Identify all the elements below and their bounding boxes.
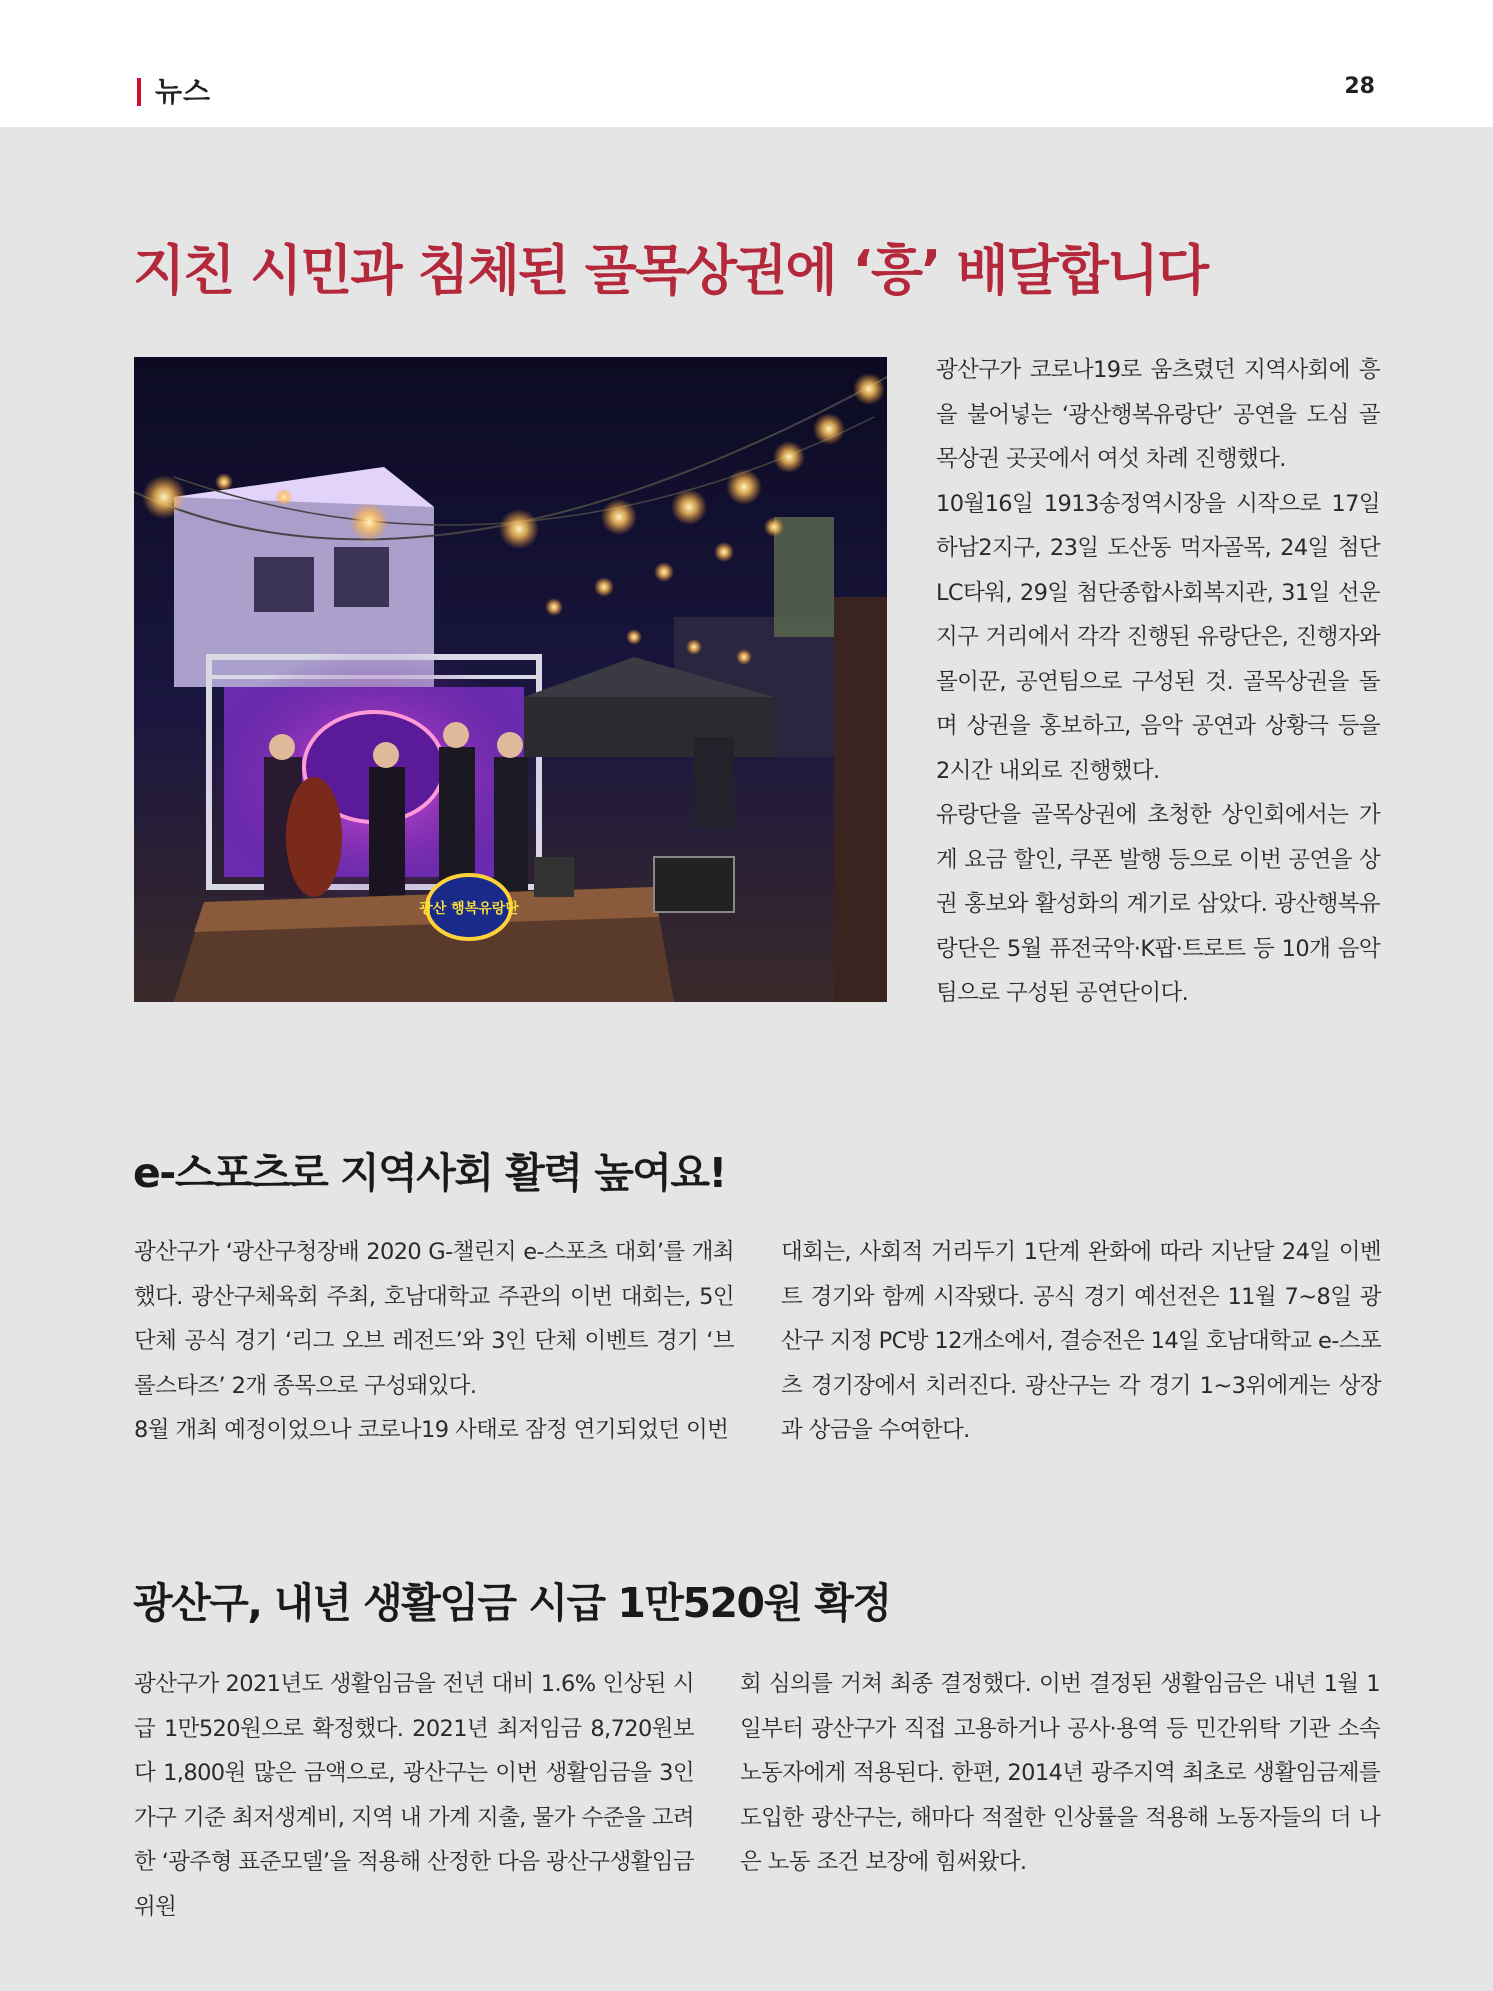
article3-paragraph-2: 회 심의를 거쳐 최종 결정했다. 이번 결정된 생활임금은 내년 1월 1일부터 광산구가 직접 고용하거나 공사·용역 등 민간위탁 기관 소속 노동자에게 적용된다. 한편, 2014년 광주지역 최초로 생활임금제를 도입한 광산구는, 해마다 적절한 인상률을 적용해 노동자들의 더 나은 노동 조건 보장에 힘써왔다. [740, 1671, 1380, 1875]
article1-photo [134, 357, 887, 1002]
article1-paragraph-3: 유랑단을 골목상권에 초청한 상인회에서는 가게 요금 할인, 쿠폰 발행 등으로 이번 공연을 상권 홍보와 활성화의 계기로 삼았다. 광산행복유랑단은 5월 퓨전국악·K팝·트로트 등 10개 음악팀으로 구성된 공연단이다. [936, 802, 1380, 1006]
article3-column-2 [740, 1662, 1380, 1885]
article3-column-1 [134, 1662, 694, 1929]
section-accent-bar [137, 78, 141, 106]
article2-title: e-스포츠로 지역사회 활력 높여요! [133, 1149, 726, 1197]
article1-paragraph-2: 10월16일 1913송정역시장을 시작으로 17일 하남2지구, 23일 도산동 먹자골목, 24일 첨단LC타워, 29일 첨단종합사회복지관, 31일 선운지구 거리에서 각각 진행된 유랑단은, 진행자와 몰이꾼, 공연팀으로 구성된 것. 골목상권을 돌며 상권을 홍보하고, 음악 공연과 상황극 등을 2시간 내외로 진행했다. [936, 490, 1380, 784]
article2-paragraph-3: 대회는, 사회적 거리두기 1단계 완화에 따라 지난달 24일 이벤트 경기와 함께 시작됐다. 공식 경기 예선전은 11월 7~8일 광산구 지정 PC방 12개소에서, 결승전은 14일 호남대학교 e-스포츠 경기장에서 치러진다. 광산구는 각 경기 1~3위에게는 상장과 상금을 수여한다. [781, 1239, 1381, 1443]
article1-body [936, 348, 1380, 1016]
article2-paragraph-2: 8월 개최 예정이었으나 코로나19 사태로 잠정 연기되었던 이번 [134, 1417, 729, 1443]
article1-paragraph-1: 광산구가 코로나19로 움츠렸던 지역사회에 흥을 불어넣는 ‘광산행복유랑단’ 공연을 도심 골목상권 곳곳에서 여섯 차례 진행했다. [936, 357, 1380, 472]
photo-sign-text: 광산 행복유랑단 [419, 901, 519, 917]
concert-photo-illustration [134, 357, 887, 1002]
article3-paragraph-1: 광산구가 2021년도 생활임금을 전년 대비 1.6% 인상된 시급 1만520원으로 확정했다. 2021년 최저임금 8,720원보다 1,800원 많은 금액으로, 광산구는 이번 생활임금을 3인 가구 기준 최저생계비, 지역 내 가계 지출, 물가 수준을 고려한 ‘광주형 표준모델’을 적용해 산정한 다음 광산구생활임금위원 [134, 1671, 694, 1920]
article2-column-2 [781, 1230, 1381, 1453]
article3-title: 광산구, 내년 생활임금 시급 1만520원 확정 [133, 1579, 891, 1627]
page-number: 28 [1344, 74, 1375, 99]
section-label: 뉴스 [155, 75, 212, 108]
article1-title: 지친 시민과 침체된 골목상권에 ‘흥’ 배달합니다 [133, 239, 1208, 302]
page-header [0, 0, 1493, 127]
article2-paragraph-1: 광산구가 ‘광산구청장배 2020 G-챌린지 e-스포츠 대회’를 개최했다. 광산구체육회 주최, 호남대학교 주관의 이번 대회는, 5인 단체 공식 경기 ‘리그 오브 레전드’와 3인 단체 이벤트 경기 ‘브롤스타즈’ 2개 종목으로 구성돼있다. [134, 1239, 734, 1399]
article2-column-1 [134, 1230, 734, 1453]
